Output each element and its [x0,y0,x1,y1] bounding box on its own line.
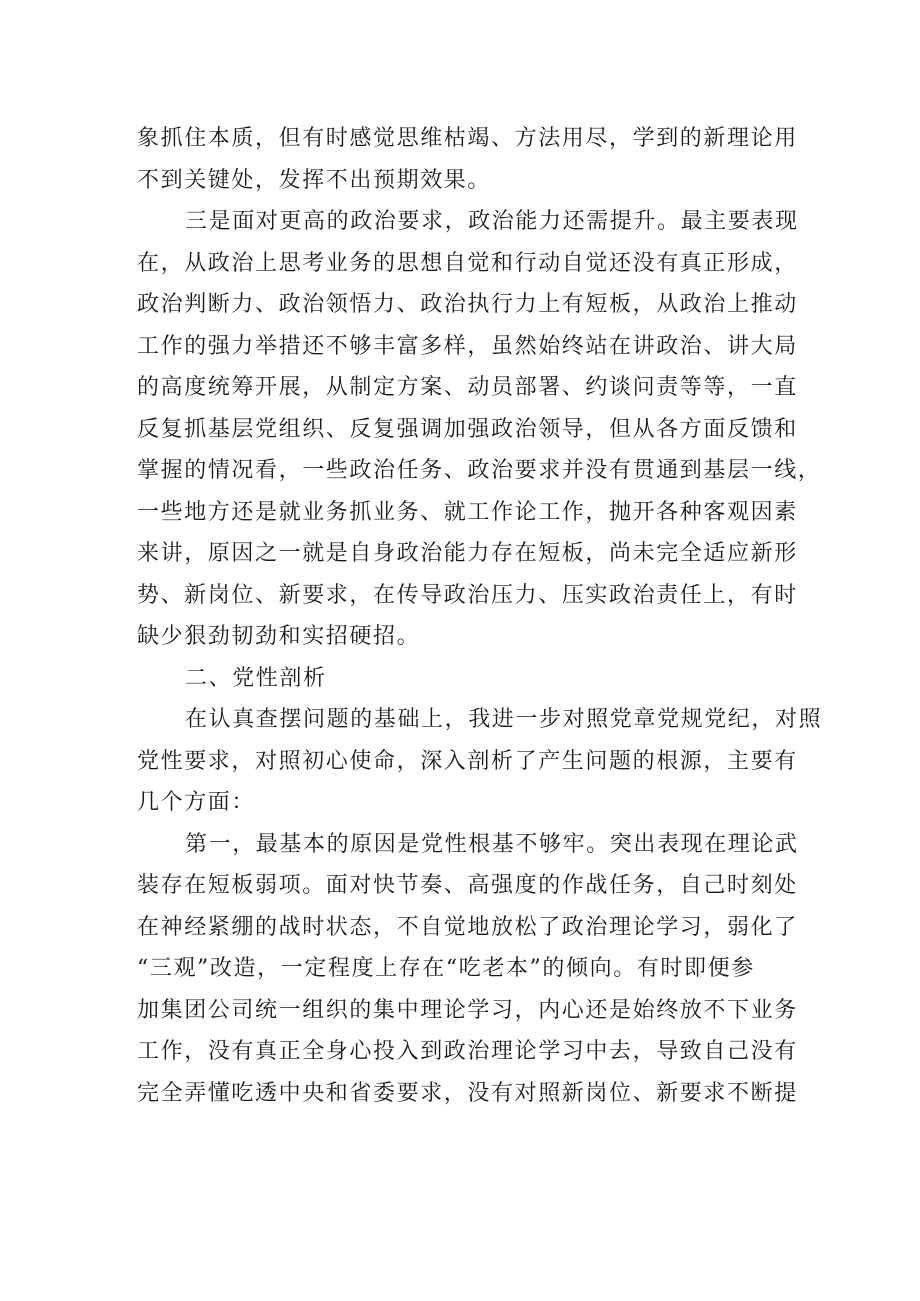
text-line: 加集团公司统一组织的集中理论学习，内心还是始终放不下业务 [137,997,798,1023]
text-line: 完全弄懂吃透中央和省委要求，没有对照新岗位、新要求不断提 [137,1080,798,1106]
text-line: 一些地方还是就业务抓业务、就工作论工作，抛开各种客观因素 [137,499,798,525]
text-line: 不到关键处，发挥不出预期效果。 [137,167,492,193]
text-line: 几个方面： [137,790,256,815]
text-line: 党性要求，对照初心使命，深入剖析了产生问题的根源，主要有 [137,748,798,774]
paragraph-start-line: 第一，最基本的原因是党性根基不够牢。突出表现在理论武 [185,831,799,857]
text-line: 的高度统筹开展，从制定方案、动员部署、约谈问责等等，一直 [137,375,798,400]
text-line: “三观”改造，一定程度上存在“吃老本”的倾向。有时即便参 [137,956,755,981]
text-line: 在，从政治上思考业务的思想自觉和行动自觉还没有真正形成， [137,250,798,276]
text-line: 装存在短板弱项。面对快节奏、高强度的作战任务，自己时刻处 [137,873,798,898]
section-heading: 二、党性剖析 [185,665,327,691]
text-line: 工作，没有真正全身心投入到政治理论学习中去，导致自己没有 [137,1039,798,1064]
paragraph-start-line: 在认真查摆问题的基础上，我进一步对照党章党规党纪，对照 [185,707,823,732]
text-line: 来讲，原因之一就是自身政治能力存在短板，尚未完全适应新形 [137,541,798,566]
document-body [137,118,823,1114]
text-line: 势、新岗位、新要求，在传导政治压力、压实政治责任上，有时 [137,582,798,608]
text-line: 反复抓基层党组织、反复强调加强政治领导，但从各方面反馈和 [137,416,798,442]
text-line: 工作的强力举措还不够丰富多样，虽然始终站在讲政治、讲大局 [137,333,798,359]
text-line: 象抓住本质，但有时感觉思维枯竭、方法用尽，学到的新理论用 [137,126,798,151]
paragraph-start-line: 三是面对更高的政治要求，政治能力还需提升。最主要表现 [185,209,799,234]
text-line: 政治判断力、政治领悟力、政治执行力上有短板，从政治上推动 [137,292,798,317]
text-line: 掌握的情况看，一些政治任务、政治要求并没有贯通到基层一线， [137,458,822,483]
text-line: 在神经紧绷的战时状态，不自觉地放松了政治理论学习，弱化了 [137,914,798,940]
text-line: 缺少狠劲韧劲和实招硬招。 [137,624,421,649]
